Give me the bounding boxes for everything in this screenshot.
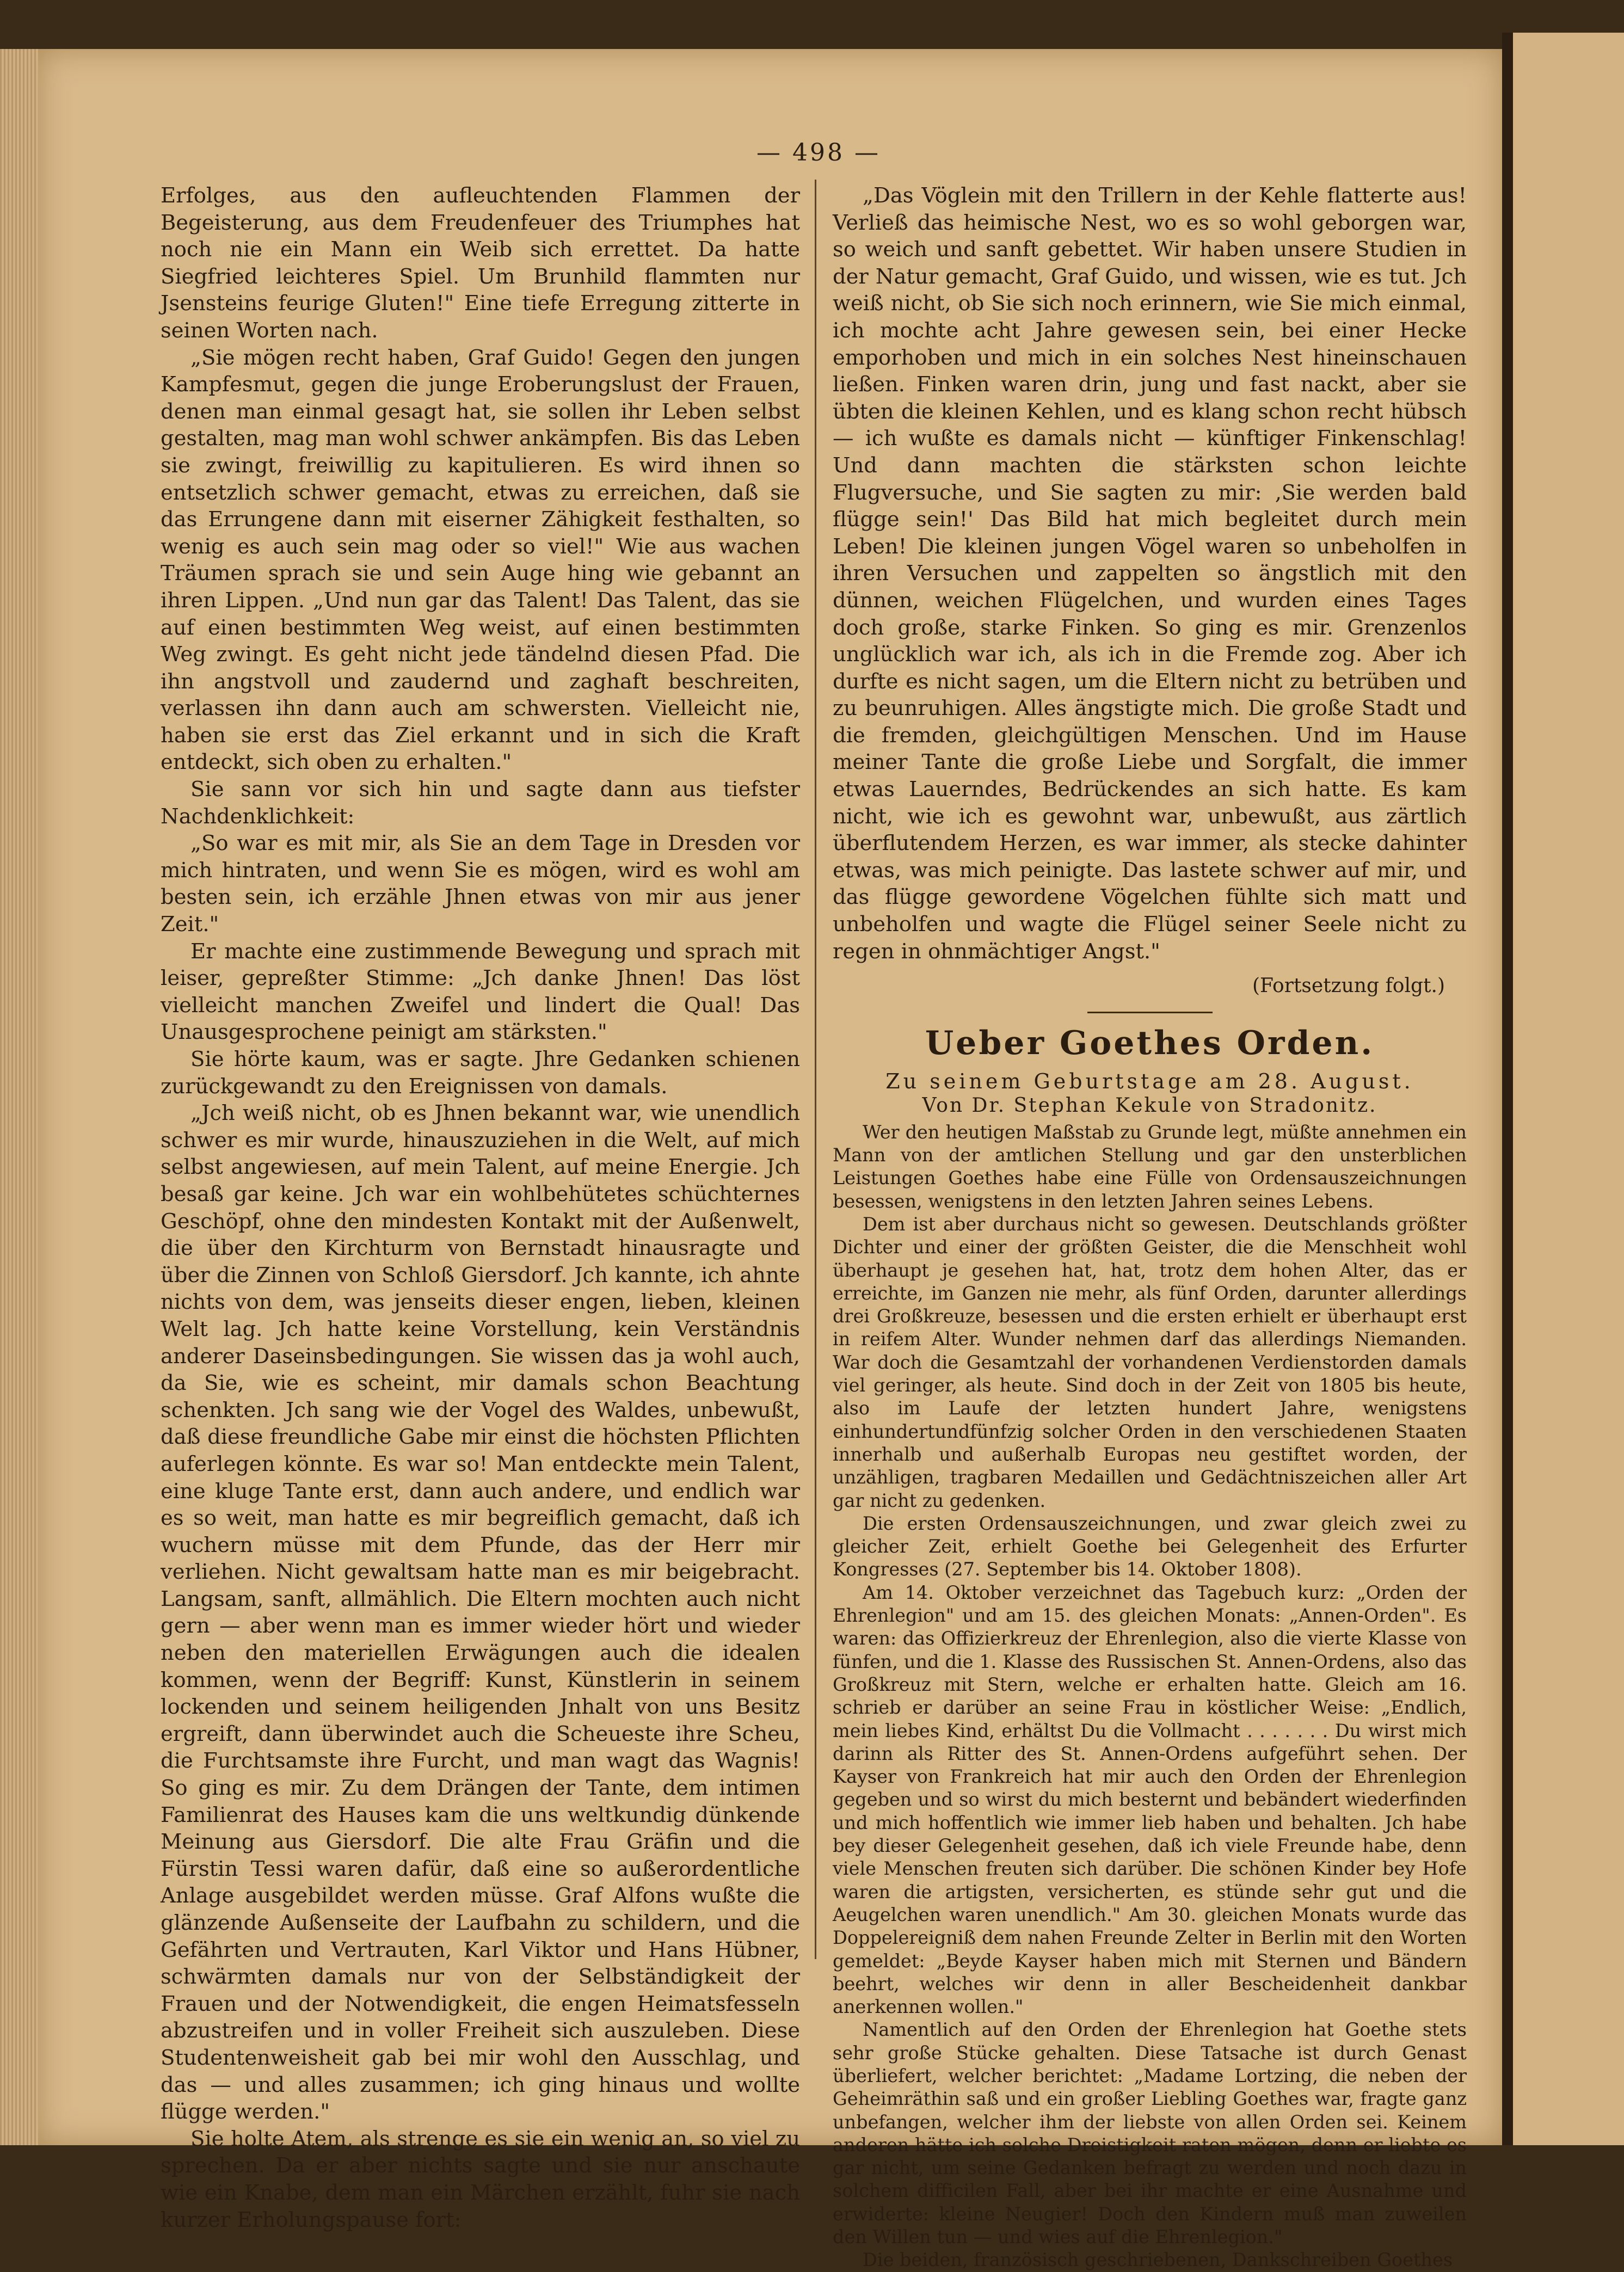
section-divider <box>1087 1012 1213 1013</box>
article-subtitle: Zu seinem Geburtstage am 28. August. <box>885 1069 1414 1093</box>
paragraph: „So war es mit mir, als Sie an dem Tage in Dresden vor mich hintraten, und wenn Sie es mögen, wird es wohl am besten sein, ich erzähle Jhnen etwas von mir aus jener Zeit." <box>161 831 800 937</box>
right-column <box>833 182 1467 2272</box>
paragraph: Sie holte Atem, als strenge es sie ein wenig an, so viel zu sprechen. Da er aber nichts sagte und sie nur anschaute wie ein Knabe, dem man ein Märchen erzählt, fuhr sie nach kurzer Erholungspause fort: <box>161 2126 800 2232</box>
story-continuation: „Das Vöglein mit den Trillern in der Kehle flatterte aus! Verließ das heimische Nest, wo es so wohl geborgen war, so weich und sanft gebettet. Wir haben unsere Studien in der Natur gemacht, Graf Guido, und wissen, wie es tut. Jch weiß nicht, ob Sie sich noch erinnern, wie Sie mich einmal, ich mochte acht Jahre gewesen sein, bei einer Hecke emporhoben und mich in ein solches Nest hineinschauen ließen. Finken waren drin, jung und fast nackt, aber sie übten die kleinen Kehlen, und es klang schon recht hübsch — ich wußte es damals nicht — künftiger Finkenschlag! Und dann machten die stärksten schon leichte Flugversuche, und Sie sagten zu mir: ‚Sie werden bald flügge sein!' Das Bild hat mich begleitet durch mein Leben! Die kleinen jungen Vögel waren so unbeholfen in ihren Versuchen und zappelten so ängstlich mit den dünnen, weichen Flügelchen, und wurden eines Tages doch große, starke Finken. So ging es mir. Grenzenlos unglücklich war ich, als ich in die Fremde zog. Aber ich durfte es nicht sagen, um die Eltern nicht zu betrüben und zu beunruhigen. Alles ängstigte mich. Die große Stadt und die fremden, gleichgültigen Menschen. Und im Hause meiner Tante die große Liebe und Sorgfalt, die immer etwas Lauerndes, Bedrückendes an sich hatte. Es kam nicht, wie ich es gewohnt war, unbewußt, aus zärtlich überflutendem Herzen, es war immer, als stecke dahinter etwas, was mich peinigte. Das lastete schwer auf mir, und das flügge gewordene Vögelchen fühlte sich matt und unbeholfen und wagte die Flügel seiner Seele nicht zu regen in ohnmächtiger Angst." <box>833 183 1467 964</box>
article-paragraph: Die beiden, französisch geschriebenen, Dankschreiben Goethes <box>863 2249 1453 2271</box>
paragraph: „Sie mögen recht haben, Graf Guido! Gegen den jungen Kampfesmut, gegen die junge Eroberungslust der Frauen, denen man einmal gesagt hat, sie sollen ihr Leben selbst gestalten, mag man wohl schwer ankämpfen. Bis das Leben sie zwingt, freiwillig zu kapitulieren. Es wird ihnen so entsetzlich schwer gemacht, etwas zu erreichen, daß sie das Errungene dann mit eiserner Zähigkeit festhalten, so wenig es auch sein mag oder so viel!" Wie aus wachen Träumen sprach sie und sein Auge hing wie gebannt an ihren Lippen. „Und nun gar das Talent! Das Talent, das sie auf einen bestimmten Weg weist, auf einen bestimmten Weg zwingt. Es geht nicht jede tändelnd diesen Pfad. Die ihn angstvoll und zaudernd und zaghaft beschreiten, verlassen ihn dann auch am schwersten. Vielleicht nie, haben sie erst das Ziel erkannt und in sich die Kraft entdeckt, sich oben zu erhalten." <box>161 345 800 775</box>
article-paragraph: Wer den heutigen Maßstab zu Grunde legt, müßte annehmen ein Mann von der amtlichen Stellung und gar den unsterblichen Leistungen Goethes habe eine Fülle von Ordensauszeichnungen besessen, wenigstens in den letzten Jahren seines Lebens. <box>833 1121 1467 1212</box>
column-divider <box>815 180 816 1959</box>
page-number: — 498 — <box>756 139 881 167</box>
page-gutter <box>1502 33 1513 2145</box>
article-paragraph: Die ersten Ordensauszeichnungen, und zwar gleich zwei zu gleicher Zeit, erhielt Goethe bei Gelegenheit des Erfurter Kongresses (27. September bis 14. Oktober 1808). <box>833 1512 1467 1580</box>
continued-notice: (Fortsetzung folgt.) <box>1252 975 1445 998</box>
paragraph: Er machte eine zustimmende Bewegung und sprach mit leiser, gepreßter Stimme: „Jch danke Jhnen! Das löst vielleicht manchen Zweifel und lindert die Qual! Das Unausgesprochene peinigt am stärksten." <box>161 939 800 1045</box>
article-author: Von Dr. Stephan Kekule von Stradonitz. <box>922 1094 1377 1117</box>
article-body <box>833 1121 1467 2272</box>
article-paragraph: Dem ist aber durchaus nicht so gewesen. Deutschlands größter Dichter und einer der größten Geister, die die Menschheit wohl überhaupt je gesehen hat, hat, trotz dem hohen Alter, das er erreichte, im Ganzen nie mehr, als fünf Orden, darunter allerdings drei Großkreuze, besessen und die ersten erhielt er überhaupt erst in reifem Alter. Wunder nehmen darf das allerdings Niemanden. War doch die Gesamtzahl der vorhandenen Verdienstorden damals viel geringer, als heute. Sind doch in der Zeit von 1805 bis heute, also im Laufe der letzten hundert Jahre, wenigstens einhundertundfünfzig solcher Orden in den verschiedenen Staaten innerhalb und außerhalb Europas neu gestiftet worden, der unzähligen, tragbaren Medaillen und Gedächtniszeichen aller Art gar nicht zu gedenken. <box>833 1214 1467 1511</box>
article-title: Ueber Goethes Orden. <box>925 1024 1375 1062</box>
adjacent-page-edge <box>1513 33 1624 2145</box>
paragraph: Erfolges, aus den aufleuchtenden Flammen der Begeisterung, aus dem Freudenfeuer des Triumphes hat noch nie ein Mann ein Weib sich errettet. Da hatte Siegfried leichteres Spiel. Um Brunhild flammten nur Jsensteins feurige Gluten!" Eine tiefe Erregung zitterte in seinen Worten nach. <box>161 183 800 343</box>
article-paragraph: Am 14. Oktober verzeichnet das Tagebuch kurz: „Orden der Ehrenlegion" und am 15. des gleichen Monats: „Annen-Orden". Es waren: das Offizierkreuz der Ehrenlegion, also die vierte Klasse von fünfen, und die 1. Klasse des Russischen St. Annen-Ordens, also das Großkreuz mit Stern, welche er erhalten hatte. Gleich am 16. schrieb er darüber an seine Frau in köstlicher Weise: „Endlich, mein liebes Kind, erhältst Du die Vollmacht . . . . . . . Du wirst mich darinn als Ritter des St. Annen-Ordens aufgeführt sehen. Der Kayser von Frankreich hat mir auch den Orden der Ehrenlegion gegeben und so wirst du mich besternt und bebändert wiederfinden und mich hoffentlich wie immer lieb haben und behalten. Jch habe bey dieser Gelegenheit gesehen, daß ich viele Freunde habe, denn viele Menschen freuten sich darüber. Die schönen Kinder bey Hofe waren die artigsten, versicherten, es stünde sehr gut und die Aeugelchen waren unendlich." Am 30. gleichen Monats wurde das Doppelereigniß dem nahen Freunde Zelter in Berlin mit den Worten gemeldet: „Beyde Kayser haben mich mit Sternen und Bändern beehrt, welches wir denn in aller Bescheidenheit dankbar anerkennen wollen." <box>833 1581 1467 2018</box>
paragraph: Sie hörte kaum, was er sagte. Jhre Gedanken schienen zurückgewandt zu den Ereignissen von damals. <box>161 1047 800 1099</box>
paragraph: Sie sann vor sich hin und sagte dann aus tiefster Nachdenklichkeit: <box>161 777 800 829</box>
paragraph: „Jch weiß nicht, ob es Jhnen bekannt war, wie unendlich schwer es mir wurde, hinauszuziehen in die Welt, auf mich selbst angewiesen, auf mein Talent, auf meine Energie. Jch besaß gar keine. Jch war ein wohlbehütetes schüchternes Geschöpf, ohne den mindesten Kontakt mit der Außenwelt, die über den Kirchturm von Bernstadt hinausragte und über die Zinnen von Schloß Giersdorf. Jch kannte, ich ahnte nichts von dem, was jenseits dieser engen, lieben, kleinen Welt lag. Jch hatte keine Vorstellung, kein Verständnis anderer Daseinsbedingungen. Sie wissen das ja wohl auch, da Sie, wie es scheint, mir damals schon Beachtung schenkten. Jch sang wie der Vogel des Waldes, unbewußt, daß diese freundliche Gabe mir einst die höchsten Pflichten auferlegen könnte. Es war so! Man entdeckte mein Talent, eine kluge Tante erst, dann auch andere, und endlich war es so weit, man hatte es mir begreiflich gemacht, daß ich wuchern müsse mit dem Pfunde, das der Herr mir verliehen. Nicht gewaltsam hatte man es mir beigebracht. Langsam, sanft, allmählich. Die Eltern mochten auch nicht gern — aber wenn man es immer wieder hört und wieder neben den materiellen Erwägungen auch die idealen kommen, wenn der Begriff: Kunst, Künstlerin in seinem lockenden und seinem heiligenden Jnhalt von uns Besitz ergreift, dann überwindet auch die Scheueste ihre Scheu, die Furchtsamste ihre Furcht, und man wagt das Wagnis! So ging es mir. Zu dem Drängen der Tante, dem intimen Familienrat des Hauses kam die uns weltkundig dünkende Meinung aus Giersdorf. Die alte Frau Gräfin und die Fürstin Tessi waren dafür, daß eine so außerordentliche Anlage ausgebildet werden müsse. Graf Alfons wußte die glänzende Außenseite der Laufbahn zu schildern, und die Gefährten und Vertrauten, Karl Viktor und Hans Hübner, schwärmten damals nur von der Selbständigkeit der Frauen und der Notwendigkeit, die engen Heimatsfesseln abzustreifen und in voller Freiheit sich auszuleben. Diese Studentenweisheit gab bei mir wohl den Ausschlag, und das — und alles zusammen; ich ging hinaus und wollte flügge werden." <box>161 1101 800 2125</box>
article-paragraph: Namentlich auf den Orden der Ehrenlegion hat Goethe stets sehr große Stücke gehalten. Diese Tatsache ist durch Genast überliefert, welcher berichtet: „Madame Lortzing, die neben der Geheimräthin saß und ein großer Liebling Goethes war, fragte ganz unbefangen, welcher ihm der liebste von allen Orden sei. Keinem anderen hätte ich solche Dreistigkeit raten mögen, denn er liebte es gar nicht, um seine Gedanken befragt zu werden und noch dazu in solchem difficilen Fall, aber bei ihr machte er eine Ausnahme und erwiderte: kleine Neugier! Doch den Kindern muß man zuweilen den Willen tun — und wies auf die Ehrenlegion." <box>833 2019 1467 2248</box>
left-column <box>161 182 800 2233</box>
